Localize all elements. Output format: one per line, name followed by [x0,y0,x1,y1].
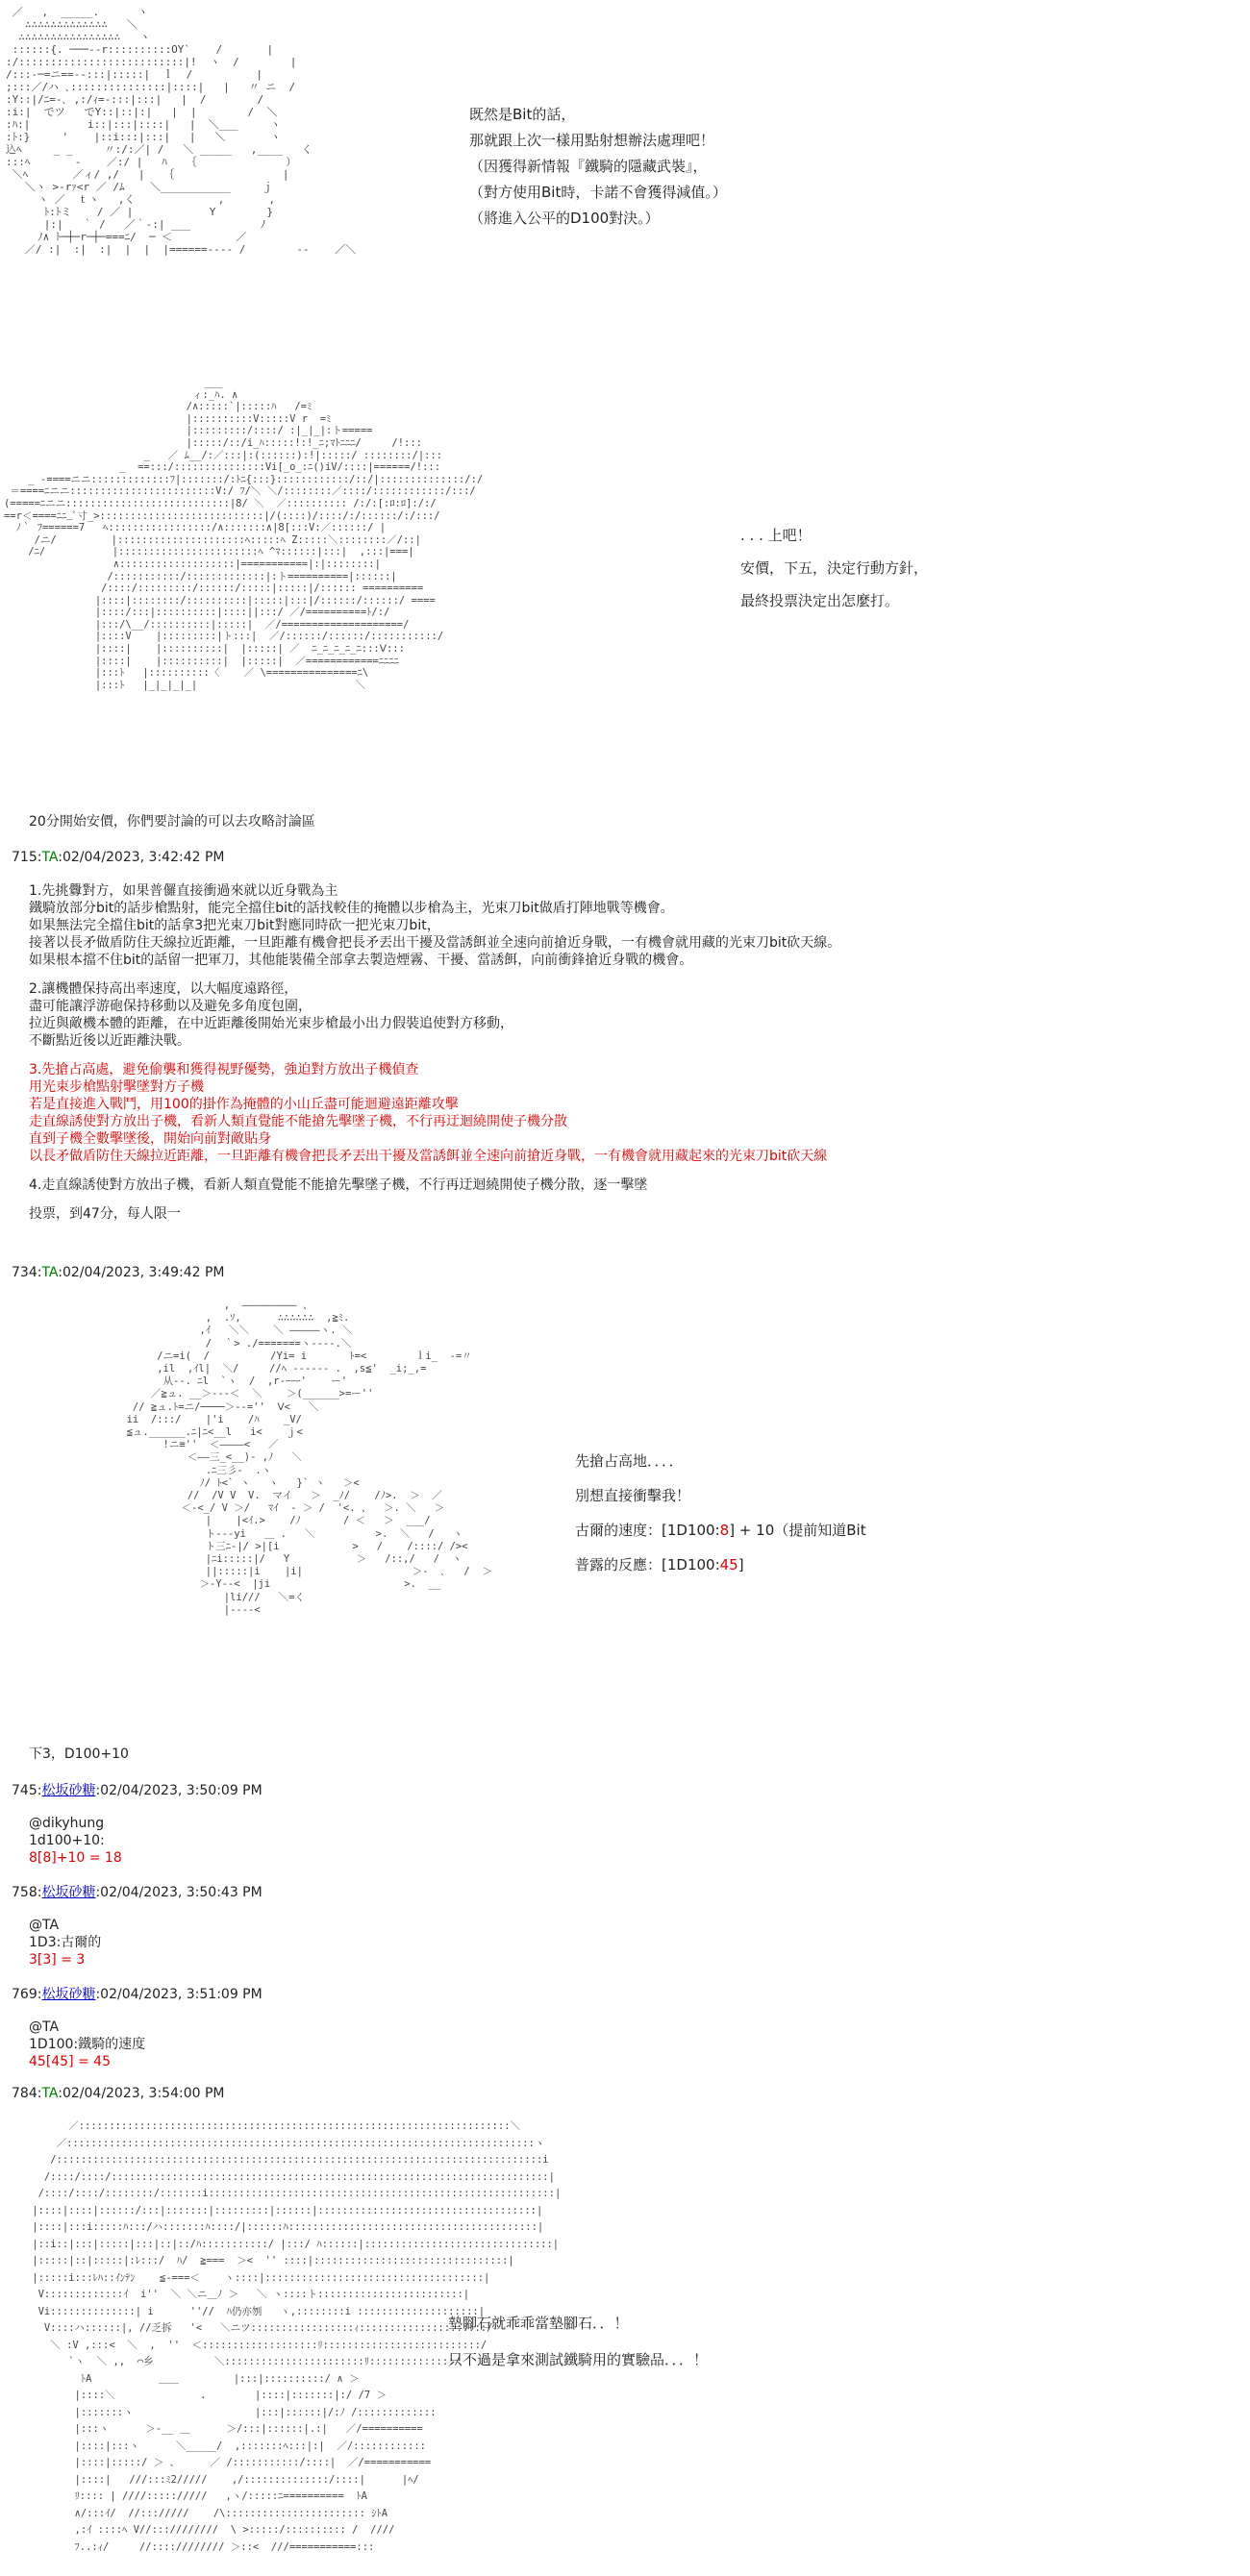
vote-instruction: 投票，到47分，每人限一 [29,1206,181,1222]
post-header-745 [12,1780,262,1799]
post-number[interactable]: 745: [12,1783,42,1798]
post-header-758 [12,1882,262,1901]
roll-command: 1D3:古爾的 [29,1935,102,1950]
post-number[interactable]: 769: [12,1987,42,2002]
narration-line: 先搶占高地．．．． [575,1452,684,1470]
post-number[interactable]: 734: [12,1265,42,1280]
post-number[interactable]: 715: [12,850,42,865]
poster-name-link[interactable]: 松坂砂糖 [41,1987,96,2002]
roll-command: 1D100:鐵騎的速度 [29,2037,146,2052]
narration-line: 墊腳石就乖乖當墊腳石．．！ [448,2315,629,2332]
narration-line: 安價，下五，決定行動方針， [740,559,929,577]
post-date: :02/04/2023, 3:49:42 PM [58,1265,225,1280]
narration-line: （對方使用Bit時，卡諾不會獲得減值。） [469,184,727,201]
option-4-line: 4.走直線誘使對方放出子機，看新人類直覺能不能搶先擊墜子機，不行再迂迴繞開使子機分散，逐一擊墜 [29,1177,648,1193]
post-body-769 [29,2019,145,2070]
roll-command: 1d100+10: [29,1833,105,1848]
option-1-line: 鐵騎放部分bit的話步槍點射，能完全擋住bit的話找較佳的掩體以步槍為主，光束刀bit做盾打陣地戰等機會。 [29,901,674,916]
poster-name-link[interactable]: 松坂砂糖 [41,1783,96,1798]
option-2-line: 拉近與敵機本體的距離，在中近距離後開始光束步槍最小出力假裝追使對方移動， [29,1016,513,1031]
option-1-line: 如果無法完全擋住bit的話拿3把光束刀bit對應同時砍一把光束刀bit， [29,918,440,933]
narration-block-4 [448,2305,708,2378]
option-2-line: 盡可能讓浮游砲保持移動以及避免多角度包圍， [29,999,312,1014]
option-1-line: 接著以長矛做盾防住天線拉近距離，一旦距離有機會把長矛丟出干擾及當誘餌並全速向前搶近身戰，一有機會就用藏的光束刀bit砍天線。 [29,935,841,951]
speed-roll-line: 古爾的速度：[1D100:8] + 10（提前知道Bit [575,1522,866,1539]
post-date: :02/04/2023, 3:50:43 PM [95,1885,262,1900]
narration-line: 別想直接衝擊我！ [575,1487,691,1504]
option-1-line: 如果根本擋不住bit的話留一把軍刀，其他能裝備全部拿去製造煙霧、干擾、當誘餌，向前衝鋒搶近身戰的機會。 [29,953,693,968]
narration-line: （將進入公平的D100對決。） [469,210,660,227]
option-3-line: 走直線誘使對方放出子機，看新人類直覺能不能搶先擊墜子機，不行再迂迴繞開使子機分散 [29,1114,567,1129]
roll-result: 8[8]+10 = 18 [29,1850,122,1866]
mention: @dikyhung [29,1816,105,1831]
roll-result: 45[45] = 45 [29,2054,111,2069]
narration-line: （因獲得新情報『鐵騎的隱藏武裝』， [469,158,708,175]
post-header-734 [12,1265,225,1280]
narration-line: . . . 上吧！ [740,527,812,544]
reaction-roll-line: 普露的反應：[1D100:45] [575,1556,744,1573]
post-number[interactable]: 784: [12,2086,42,2101]
ascii-art-character-2: ／:::::::::::::::::::::::::::::::::::::::::::::::::::::::::::::::::::::::＼ ／:::::::::::::::::::::::::::::::::::::::::::::::::::::::::::::::::::::::::::::ヽ /::::::::::::::::::::::::::::::::::::::::::::::::::::::::::::::::::::::::::::::::i /::::/::::/::::::::::::::::::::::::::::::::::::::::::::::::::::::::::::::::::::::::| /::::/::::/::::::::/:::::::i:::::::::::::::::::::::::::::::::::::::::::::::::::::::::| |::::|::::|::::::/:::|:::::::|:::::::::|::::::|::::::::::::::::::::::::::::::::::::| |::::|:::i:::::ﾊ:::/ハ:::::::ﾊ::::/|::::::ﾊ:::::::::::::::::::::::::::::::::::::::::| |::i::|:::|:::::|:::|::|::/ﾊ:::::::::::/ |:::/ ﾊ::::::|:::::::::::::::::::::::::::::::| |:::::|::|:::::|:ﾚ:::/ ﾊ/ ≧=== ＞< '' ::::|::::::::::::::::::::::::::::::::| |:::::i:::ﾚﾊ::ｲﾝﾃﾝ ≦-===＜ ヽ::::|::::::::::::::::::::::::::::::::::::| V:::::::::::::ｲ i'' ＼ ＼ニ＿ﾉ ＞ ＼ ヽ::::ト::::::::::::::::::::::::| Vi::::::::::::::| i ''// ﾊ仍亦刎 ヽ,::::::::i ::::::::::::::::::::| V::::ハ::::::|, //乏拆 '< ＼ニツ:::::::::::::::::ｨ:::::::::::::::::::::/ ＼ :V ,:::< ＼ , '' ＜:::::::::::::::::::ﾘ::::::::::::::::::::::::::/ `ヽ ＼ ,, ⌒乡 ＼:::::::::::::::::::::::ﾘ::::::::::::::/ ﾄA ＿＿ |:::|::::::::::/ ∧ ＞ |::::＼ . |::::|:::::::|:/ /7 ＞ |:::::::ヽ |:::|::::::|/:ﾉ /::::::::::::: |:::ヽ ＞-__ ＿ ＞/:::|::::::|.:| ／/========== |::::|:::ヽ ＼_____/ ,:::::::ﾍ:::|:| ／/:::::::::::: |::::|:::::/ ＞ 、 ／ /:::::::::::/::::| ／/=========== |::::| ///:::ﾐ2///// ,/::::::::::::::/::::| |ﾍ/ ﾘ:::: | ////:::::///// ,ヽ/:::::ﾆ========== ﾄA ∧/:::ｲ/ //:::///// /\::::::::::::::::::::::: ｼﾄA ,:ｲ ::::ﾍ V//::://////// \ >:::::/:::::::::: / //// ﾌ..:ｨ/ //:::://////// ＞::< ///===========::: [32,2120,562,2553]
post-date: :02/04/2023, 3:51:09 PM [95,1987,262,2002]
post-date: :02/04/2023, 3:50:09 PM [95,1783,262,1798]
post-header-715 [12,850,225,865]
poster-name: TA [41,850,59,865]
post-body-745 [29,1815,122,1867]
narration-line: 那就跟上次一樣用點射想辦法處理吧！ [469,132,715,149]
narration-line: 只不過是拿來測試鐵騎用的實驗品．．．！ [448,2351,709,2368]
post-date: :02/04/2023, 3:42:42 PM [58,850,225,865]
option-3-line: 3.先搶占高處，避免偷襲和獲得視野優勢，強迫對方放出子機偵查 [29,1062,419,1077]
option-2-line: 不斷點近後以近距離決戰。 [29,1033,190,1049]
narration-line: 既然是Bit的話， [469,106,576,123]
poster-name-link[interactable]: 松坂砂糖 [41,1885,96,1900]
roll-result: 3[3] = 3 [29,1952,86,1968]
poster-name: TA [41,1265,59,1280]
post-body-758 [29,1917,101,1969]
mention: @TA [29,1918,60,1933]
mention: @TA [29,2019,60,2035]
option-2-line: 2.讓機體保持高出率速度，以大幅度遠路徑， [29,981,298,997]
option-1-line: 1.先挑釁對方，如果普儸直接衝過來就以近身戰為主 [29,883,338,899]
option-3-line: 若是直接進入戰鬥，用100的掛作為掩體的小山丘盡可能迴避遠距離攻擊 [29,1097,459,1112]
post-body-715 [29,882,840,1223]
option-3-line: 用光束步槍點射擊墜對方子機 [29,1079,204,1095]
poster-name: TA [41,2086,59,2101]
post-header-769 [12,1984,262,2003]
option-3-line: 直到子機全數擊墜後，開始向前對敵貼身 [29,1131,271,1147]
ascii-art-battle: , ――――――――― 、 , .ｿ, ∴∴∴∴∴∴ ,≧ﾐ. ,ｲ ＼＼ ＼ ―――――ヽ. ＼ / ｀> ./=======ヽ----.＼ /ニ=i( / /Yi= i ﾄ=< ｌi_ ‐=〃 ,il ,ｲl| ＼/ //ﾍ ------ . ,s≦' _i;_,= 从--. ﾆl `ヽ / ,r-ｰｰｰ' ー' ／≧ュ. __＞---＜ ＼ ＞(______>=ー'' // ≧ュ.ﾄ=ニ/────＞--='' Ⅴ< ＼ ii /:::/ |'i /ﾊ _V/ ≦ュ.______.ﾆ|ﾆ<__l i< ｊ< !ニ≡'' ＜――――< ／ ＜――三_<__)- ,ﾉ ＼ .ﾆ三彡- .ヽ ﾉ/ ﾄ<` ヽ ヽ }` ヽ ＞< // /V V V. マイ ＞ _ﾉ/ /ﾉ>. ＞ ／ ＜-<_/ V ＞/ ﾏｲ - ＞ / '<. 、 ＞. ＼ ＞ | |<ｲ.> /ﾉ / ＜ ＞ ___/ ト---yi ＿ . ＼ >. ＼ / ヽ ト三ﾆ-|/ >|[i > / /::::/ />< |ﾆi:::::|/ Y ＞ /::,/ / ヽ ||:::::|i |i| ＞- ､ / ＞ ＞-Y‐‐< |ji >. __ |li/// ＼=く |----< [126,1300,492,1616]
narration-block-3 [575,1444,866,1582]
option-3-line: 以長矛做盾防住天線拉近距離，一旦距離有機會把長矛丟出干擾及當誘餌並全速向前搶近身戰，一有機會就用藏起來的光束刀bit砍天線 [29,1149,828,1164]
narration-block-1 [469,102,727,232]
discussion-note: 20分開始安價，你們要討論的可以去攻略討論區 [29,814,315,830]
post-number[interactable]: 758: [12,1885,42,1900]
post-header-784 [12,2086,225,2101]
narration-block-2 [740,519,928,617]
narration-line: 最終投票決定出怎麼打。 [740,592,900,609]
ascii-art-mecha: ___ ィ:_ﾊ. ∧ /∧:::::`|:::::ﾊ /=ﾐ |::::::::::V:::::V r =ﾐ |:::::::::/::::/ :|_|_|:ト===== |:::::/::/i_ﾊ:::::!:!_ﾆ;ﾏﾄﾆﾆﾆ/ /!::: _ ／ ﾑ__/:／:::|:(::::::):!|:::::/ ::::::::/|::: _ ==:::/:::::::::::::::Vi[_o_:ﾆ()iV/::::|======/!::: _ -====ニニ:::::::::::::ﾌ|:::::::/:ﾄﾆ{:::}::::::::::::/::/|::::::::::::::/:/ ＝====ﾆニニ::::::::::::::::::::::::V:/ ﾌ/＼ ＼/::::::::／::::/::::::::::::/:::/ (=====ﾆニニ:::::::::::::::::::::::::::|8/ ＼ ／:::::::::: /:/:[:ﾛ:ﾛ]:/:/ ==r＜====ﾆﾆ_ﾞ寸_>:::::::::::::::::::::::::::|/(::::)/::::/:/::::::/:/:::/ ﾉ｀ ﾌ======7 ﾍ:::::::::::::::::/∧:::::::∧|8[:::V:／::::::/ | /ニ/ |:::::::::::::::::::::ﾍ:::::ﾍ Z:::::＼::::::::／/::| /ﾆ/ |:::::::::::::::::::::::ﾍ ^ﾏ::::::|:::| ,:::|===| ∧:::::::::::::::::::|===========|:|::::::::| /:::::::::::/:::::::::::::|:ト==========|::::::| /::::/:::::::::/::::::/:::::|:::::|/:::::: ========== |::::|::::::::/::::::::::|:::::|:::|/::::::/::::::/ ==== |::::/:::|::::::::::|::::||:::/ ／/==========ﾄ/:/ |:::/\__/::::::::::|:::::| ／/====================/ |::::V |:::::::::|ト:::| ／/::::::/::::::/:::::::::::/ |::::| |::::::::::| |:::::| ／ ﾆ_ﾆ_ﾆ_ﾆ_ﾆ:::Ⅴ::: |::::| |::::::::::| |:::::| ／============ﾆﾆﾆﾆ |:::ﾄ |::::::::::〈 ／ \===============ﾆ\ |:::ﾄ |_|_|_|_| ＼ [4,377,484,691]
next-instruction: 下3，D100+10 [29,1746,129,1762]
ascii-art-character-1: ／ , _____. ヽ ∴∴∴∴∴∴∴∴∴∴∴∴∴ ＼ ∴∴∴∴∴∴∴∴∴∴∴∴∴∴∴∴ ヽ ::::::{. ───--r::::::::::OY` / | :/::::::::::::::::::::::::::|! ヽ / | /:::-─=ニ==--:::|:::::| ｌ / | ;:::／/ハ ､:::::::::::::::|::::| | 〃 ニ / :Y::|/ﾆ=-､ ,:/ｨ=-:::|:::| | / / :i:| でツ でY::|::|:| | | / ＼ :ﾊ:| i::|:::|::::| | ＼___ ヽ :ﾄ:} ' |::i:::|:::| | ＼ ヽ 込ﾍ _ _ 〃:/:／| / ＼ _____ ,____ く :::ﾍ ‐ ／:/ | ﾊ ｛ ） ＼ﾍ ／ィ/ ,/ | ｛ | ＼ヽ >-rｧ<r ／ /ﾑ ＼___________ ｊ ヽ ／ ｔヽ ,く , , ﾄ:ﾄミ / ／ | Y } |:| ｀ / ／｀-:| ___ ﾉ ﾉ∧ ﾄ─┼─r─┼─===ﾆ/ ─ ＜ ／ ／/ :| :| :| | | |======‐‐‐‐ / ‐‐ ／＼ [6,6,357,256]
post-date: :02/04/2023, 3:54:00 PM [58,2086,225,2101]
